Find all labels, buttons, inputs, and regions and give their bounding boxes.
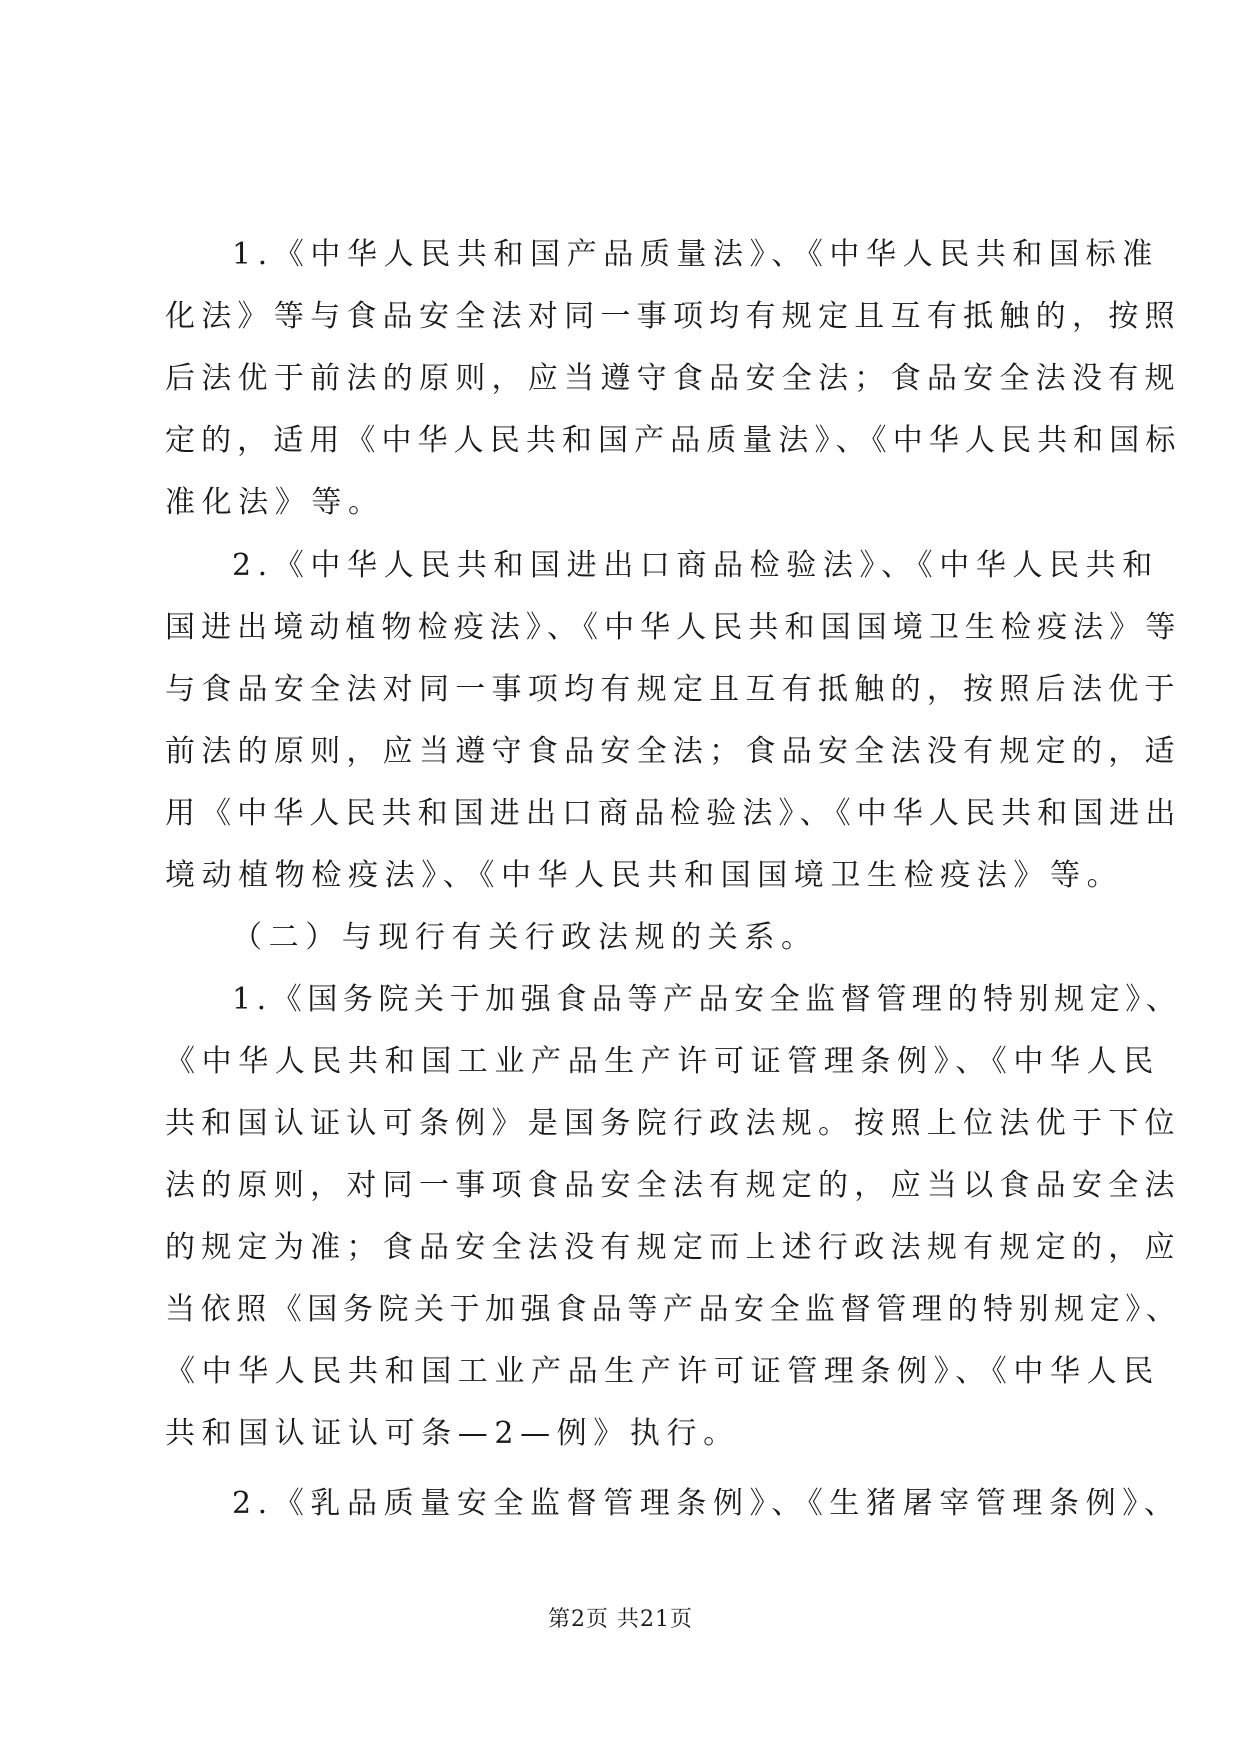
paragraph-line: 与食品安全法对同一事项均有规定且互有抵触的，按照后法优于 bbox=[165, 672, 1181, 707]
paragraph-line: 化法》等与食品安全法对同一事项均有规定且互有抵触的，按照 bbox=[165, 299, 1181, 334]
paragraph-line: 1.《国务院关于加强食品等产品安全监督管理的特别规定》、 bbox=[232, 982, 1182, 1017]
paragraph-line: 法的原则，对同一事项食品安全法有规定的，应当以食品安全法 bbox=[165, 1168, 1181, 1203]
paragraph-line: 后法优于前法的原则，应当遵守食品安全法；食品安全法没有规 bbox=[165, 361, 1181, 396]
paragraph-line: 当依照《国务院关于加强食品等产品安全监督管理的特别规定》、 bbox=[165, 1292, 1182, 1327]
page-number-footer: 第2页 共21页 bbox=[548, 1607, 693, 1632]
paragraph-line: 1.《中华人民共和国产品质量法》、《中华人民共和国标准 bbox=[232, 237, 1159, 272]
paragraph-line: 2.《中华人民共和国进出口商品检验法》、《中华人民共和 bbox=[232, 548, 1159, 583]
paragraph-line: 准化法》等。 bbox=[165, 485, 385, 520]
section-heading: （二）与现行有关行政法规的关系。 bbox=[232, 920, 818, 955]
paragraph-line: 境动植物检疫法》、《中华人民共和国国境卫生检疫法》等。 bbox=[165, 858, 1124, 893]
paragraph-line: 定的，适用《中华人民共和国产品质量法》、《中华人民共和国标 bbox=[165, 423, 1182, 458]
paragraph-line: 前法的原则，应当遵守食品安全法；食品安全法没有规定的，适 bbox=[165, 734, 1181, 769]
paragraph-line: 《中华人民共和国工业产品生产许可证管理条例》、《中华人民 bbox=[165, 1354, 1160, 1389]
paragraph-line: 国进出境动植物检疫法》、《中华人民共和国国境卫生检疫法》等 bbox=[165, 610, 1182, 645]
paragraph-line: 共和国认证认可条例》是国务院行政法规。按照上位法优于下位 bbox=[165, 1106, 1181, 1141]
paragraph-line: 的规定为准；食品安全法没有规定而上述行政法规有规定的，应 bbox=[165, 1230, 1181, 1265]
paragraph-line: 用《中华人民共和国进出口商品检验法》、《中华人民共和国进出 bbox=[165, 796, 1182, 831]
paragraph-line: 共和国认证认可条—2—例》执行。 bbox=[165, 1416, 740, 1451]
paragraph-line: 2.《乳品质量安全监督管理条例》、《生猪屠宰管理条例》、 bbox=[232, 1486, 1181, 1521]
paragraph-line: 《中华人民共和国工业产品生产许可证管理条例》、《中华人民 bbox=[165, 1044, 1160, 1079]
